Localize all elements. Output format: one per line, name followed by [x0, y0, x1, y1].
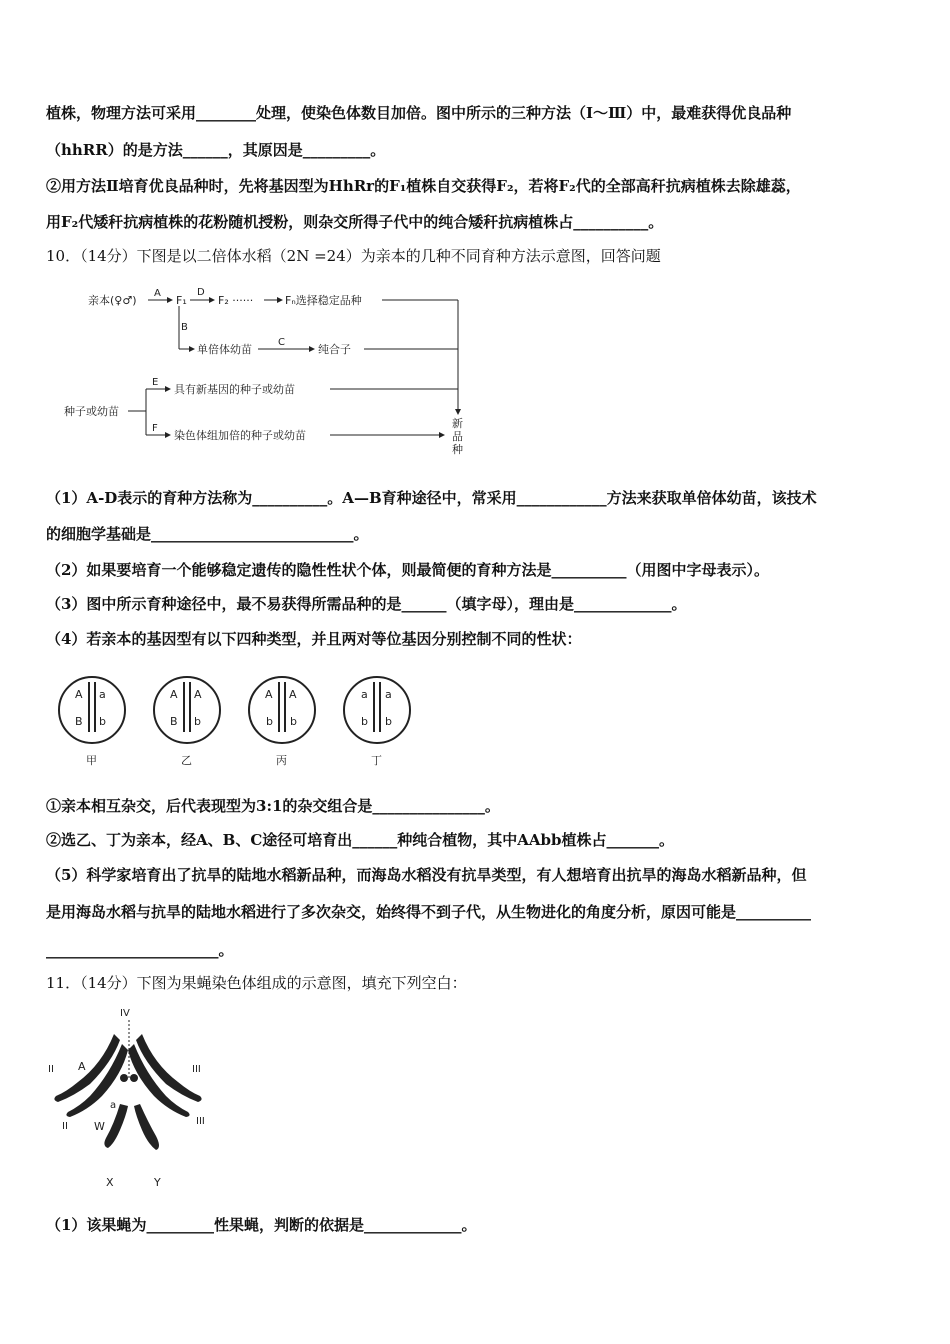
q10-part1-line2: 的细胞学基础是___________________________。	[46, 525, 369, 543]
svg-text:a: a	[361, 688, 368, 701]
cell-jia-label: 甲	[86, 754, 97, 767]
cell-ding	[344, 677, 410, 767]
svg-text:b: b	[266, 715, 273, 728]
diagram-parent: 亲本(♀♂)	[88, 294, 137, 307]
diagram-new-variety-3: 种	[452, 443, 463, 456]
svg-text:b: b	[361, 715, 368, 728]
svg-text:W: W	[94, 1120, 105, 1133]
svg-text:Y: Y	[154, 1176, 161, 1189]
svg-text:B: B	[75, 715, 83, 728]
breeding-diagram	[60, 282, 480, 462]
q10-part2: （2）如果要培育一个能够稳定遗传的隐性性状个体，则最简便的育种方法是__________（用图中字母表示）。	[46, 561, 769, 579]
q9-line-4: 用F₂代矮秆抗病植株的花粉随机授粉，则杂交所得子代中的纯合矮秆抗病植株占__________。	[46, 213, 664, 231]
cell-bing-label: 丙	[276, 754, 287, 767]
cell-bing	[249, 677, 315, 767]
diagram-new-variety-2: 品	[452, 430, 463, 443]
diagram-fn: Fₙ选择稳定品种	[285, 294, 362, 307]
q9-line-2: （hhRR）的是方法______，其原因是_________。	[46, 141, 386, 159]
svg-text:A: A	[75, 688, 83, 701]
svg-text:IV: IV	[120, 1008, 130, 1019]
svg-text:a: a	[99, 688, 106, 701]
q9-line-3: ②用方法Ⅱ培育优良品种时，先将基因型为HhRr的F₁植株自交获得F₂，若将F₂代的全部高秆抗病植株去除雄蕊，	[46, 177, 801, 195]
svg-text:A: A	[194, 688, 202, 701]
label-b: B	[181, 322, 188, 333]
label-f: F	[152, 423, 158, 434]
q11-part1: （1）该果蝇为_________性果蝇，判断的依据是_____________。	[46, 1216, 477, 1234]
cell-yi	[154, 677, 220, 767]
diagram-f2: F₂ ······	[218, 294, 254, 307]
label-e: E	[152, 377, 159, 388]
q10-part5-line1: （5）科学家培育出了抗旱的陆地水稻新品种，而海岛水稻没有抗旱类型，有人想培育出抗旱的海岛水稻新品种，但	[46, 866, 807, 884]
svg-text:b: b	[194, 715, 201, 728]
cell-ding-label: 丁	[371, 754, 382, 767]
q10-part3: （3）图中所示育种途径中，最不易获得所需品种的是______（填字母），理由是_____________。	[46, 595, 687, 613]
svg-text:III: III	[192, 1064, 201, 1075]
q10-part5-line2: 是用海岛水稻与抗旱的陆地水稻进行了多次杂交，始终得不到子代，从生物进化的角度分析，原因可能是__________	[46, 903, 812, 921]
svg-text:II: II	[62, 1121, 68, 1132]
q9-line-1: 植株，物理方法可采用________处理，使染色体数目加倍。图中所示的三种方法（Ⅰ～Ⅲ）中，最难获得优良品种	[46, 104, 792, 122]
diagram-homozygote: 纯合子	[318, 343, 351, 356]
label-c: C	[278, 337, 285, 348]
diagram-doubled: 染色体组加倍的种子或幼苗	[174, 429, 306, 442]
svg-text:a: a	[110, 1100, 117, 1111]
svg-text:III: III	[196, 1116, 205, 1127]
svg-text:A: A	[170, 688, 178, 701]
svg-text:B: B	[170, 715, 178, 728]
svg-text:II: II	[48, 1064, 54, 1075]
cell-yi-label: 乙	[181, 754, 192, 767]
q10-part5-line3: _______________________。	[46, 941, 234, 959]
q10-part4: （4）若亲本的基因型有以下四种类型，并且两对等位基因分别控制不同的性状：	[46, 630, 582, 648]
cell-jia	[59, 677, 125, 767]
diagram-f1: F₁	[176, 294, 187, 307]
drosophila-chromosomes	[44, 1004, 224, 1194]
diagram-seed: 种子或幼苗	[64, 405, 119, 418]
svg-text:b: b	[290, 715, 297, 728]
svg-text:A: A	[289, 688, 297, 701]
q10-part1-line1: （1）A-D表示的育种方法称为__________。A—B育种途径中，常采用____________方法来获取单倍体幼苗，该技术	[46, 489, 817, 507]
svg-text:X: X	[106, 1176, 114, 1189]
q10-header: 10．（14分）下图是以二倍体水稻（2N =24）为亲本的几种不同育种方法示意图，回答问题	[46, 247, 661, 265]
q10-part4-a: ①亲本相互杂交，后代表现型为3:1的杂交组合是_______________。	[46, 797, 500, 815]
label-d: D	[197, 287, 205, 298]
svg-text:b: b	[99, 715, 106, 728]
q10-part4-b: ②选乙、丁为亲本，经A、B、C途径可培育出______种纯合植物，其中AAbb植株占_______。	[46, 831, 675, 849]
svg-text:A: A	[78, 1060, 86, 1073]
svg-text:b: b	[385, 715, 392, 728]
label-a: A	[154, 288, 161, 299]
diagram-haploid: 单倍体幼苗	[197, 343, 252, 356]
svg-text:A: A	[265, 688, 273, 701]
diagram-new-variety-1: 新	[452, 417, 463, 430]
diagram-new-gene: 具有新基因的种子或幼苗	[174, 383, 295, 396]
svg-text:a: a	[385, 688, 392, 701]
q11-header: 11．（14分）下图为果蝇染色体组成的示意图，填充下列空白：	[46, 974, 467, 992]
genotype-cells	[50, 670, 430, 770]
